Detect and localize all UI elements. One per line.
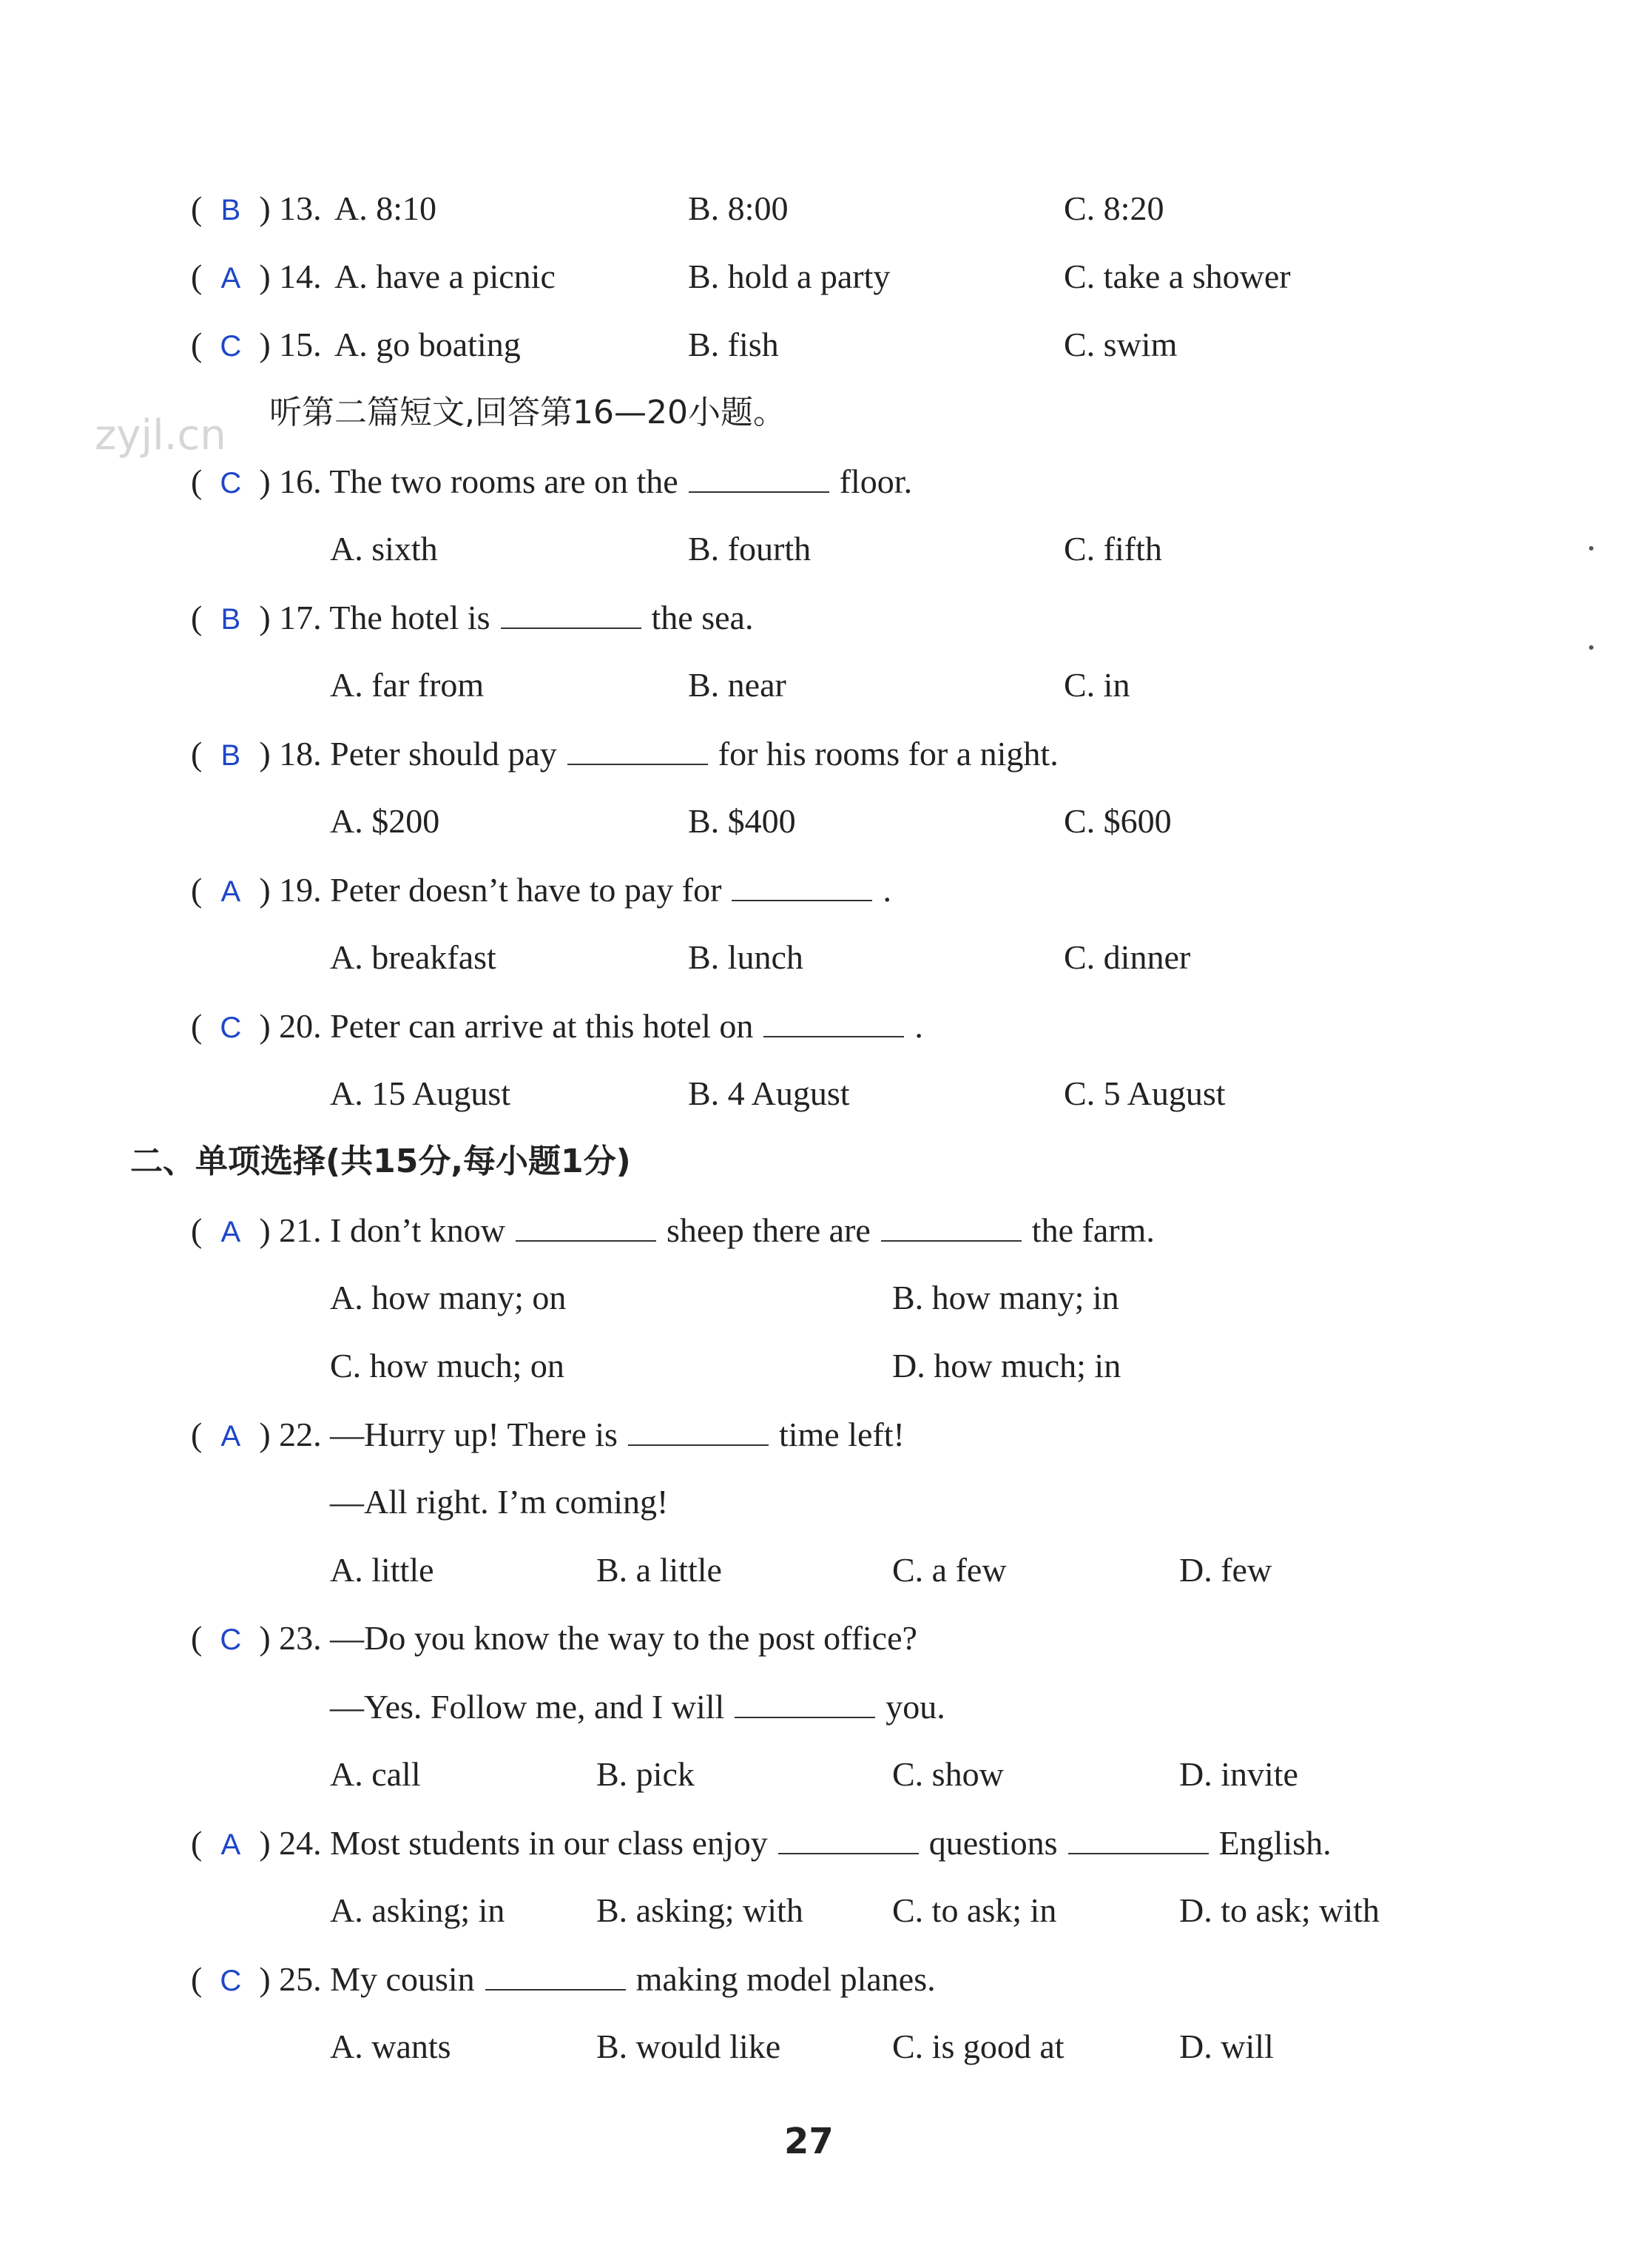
answer-mark: A [220, 1828, 241, 1861]
question-stem-end: floor. [839, 462, 913, 500]
answer-mark: C [220, 1623, 242, 1656]
option-d: D. few [1179, 1551, 1272, 1589]
answer-blank [1068, 1820, 1209, 1854]
answer-blank [881, 1208, 1022, 1242]
option-c: C. take a shower [1064, 258, 1291, 295]
answer-mark: B [220, 194, 241, 226]
option-a: A. 15 August [330, 1074, 511, 1112]
option-a: A. call [330, 1755, 421, 1793]
option-d: D. to ask; with [1179, 1891, 1380, 1929]
question-number: 17. [279, 599, 322, 636]
answer-blank [732, 867, 872, 901]
question-stem: Peter can arrive at this hotel on [330, 1007, 754, 1045]
question-stem-end: the sea. [651, 599, 754, 636]
question-number: 18. [279, 735, 322, 773]
option-c: C. 5 August [1064, 1074, 1226, 1112]
question-stem-end: time left! [778, 1416, 905, 1453]
option-c: C. to ask; in [892, 1891, 1057, 1929]
option-d: D. how much; in [892, 1347, 1121, 1384]
option-c: C. in [1064, 666, 1130, 704]
scan-speck [1589, 546, 1593, 551]
answer-blank [516, 1208, 656, 1242]
option-a: A. have a picnic [334, 258, 556, 295]
question-number: 19. [279, 871, 322, 909]
question-stem: —Do you know the way to the post office? [330, 1619, 917, 1657]
question-stem-end: English. [1218, 1824, 1332, 1862]
answer-mark: A [220, 875, 241, 908]
page-number: 27 [784, 2121, 834, 2162]
option-d: D. will [1179, 2028, 1274, 2065]
option-b: B. how many; in [892, 1279, 1119, 1316]
option-a: A. far from [330, 666, 485, 704]
answer-paren-14: ( A ) 14. [191, 255, 322, 300]
option-a: A. breakfast [330, 938, 496, 976]
option-b: B. lunch [688, 938, 803, 976]
answer-paren-20: ( C ) 20. Peter can arrive at this hotel on . [191, 1003, 923, 1050]
option-c: C. swim [1064, 326, 1178, 363]
question-number: 13. [279, 189, 322, 227]
option-a: A. $200 [330, 802, 440, 840]
answer-blank [778, 1820, 919, 1854]
question-stem-end: making model planes. [635, 1960, 936, 1998]
answer-blank [735, 1684, 875, 1718]
option-b: B. asking; with [596, 1891, 803, 1929]
option-c: C. is good at [892, 2028, 1065, 2065]
question-stem-end: for his rooms for a night. [718, 735, 1059, 773]
question-stem: Peter doesn’t have to pay for [330, 871, 722, 909]
question-stem: Peter should pay [330, 735, 557, 773]
answer-paren-25: ( C ) 25. My cousin making model planes. [191, 1956, 936, 2003]
option-b: B. hold a party [688, 258, 891, 295]
answer-blank [501, 595, 641, 629]
answer-paren-21: ( A ) 21. I don’t know sheep there are the farm. [191, 1208, 1155, 1254]
answer-paren-18: ( B ) 18. Peter should pay for his rooms for a night. [191, 731, 1059, 778]
answer-paren-19: ( A ) 19. Peter doesn’t have to pay for . [191, 867, 891, 914]
option-c: C. show [892, 1755, 1004, 1793]
option-b: B. would like [596, 2028, 781, 2065]
answer-paren-22: ( A ) 22. —Hurry up! There is time left! [191, 1412, 905, 1458]
answer-blank [689, 459, 829, 493]
answer-paren-23: ( C ) 23. —Do you know the way to the post office? [191, 1616, 917, 1662]
reply-text-end: you. [885, 1688, 945, 1726]
option-c: C. $600 [1064, 802, 1172, 840]
question-number: 14. [279, 258, 322, 295]
question-number: 22. [279, 1416, 322, 1453]
answer-blank [567, 731, 708, 765]
answer-paren-17: ( B ) 17. The hotel is the sea. [191, 595, 753, 642]
option-c: C. 8:20 [1064, 189, 1164, 227]
question-number: 21. [279, 1211, 322, 1249]
watermark: zyjl.cn [95, 411, 226, 460]
answer-mark: C [220, 1965, 242, 1997]
question-stem-end: . [914, 1007, 923, 1045]
question-number: 24. [279, 1824, 322, 1862]
scan-speck [1589, 645, 1593, 650]
option-a: A. 8:10 [334, 189, 436, 227]
answer-paren-24: ( A ) 24. Most students in our class enjoy questions English. [191, 1820, 1332, 1867]
option-b: B. fish [688, 326, 779, 363]
option-a: A. asking; in [330, 1891, 505, 1929]
option-b: B. 4 August [688, 1074, 850, 1112]
answer-mark: C [220, 1012, 242, 1044]
option-b: B. pick [596, 1755, 695, 1793]
question-number: 23. [279, 1619, 322, 1657]
answer-mark: A [220, 1216, 241, 1248]
option-a: A. wants [330, 2028, 451, 2065]
answer-blank [763, 1003, 904, 1037]
passage-instruction: 听第二篇短文,回答第16—20小题。 [269, 394, 786, 431]
option-b: B. fourth [688, 530, 812, 568]
option-a: A. little [330, 1551, 434, 1589]
option-b: B. 8:00 [688, 189, 789, 227]
answer-mark: C [220, 330, 242, 363]
option-b: B. near [688, 666, 786, 704]
option-a: A. how many; on [330, 1279, 567, 1316]
answer-mark: C [220, 467, 242, 499]
question-number: 16. [279, 462, 322, 500]
question-stem-mid: questions [928, 1824, 1058, 1862]
answer-paren-13: ( B ) 13. [191, 186, 322, 232]
answer-mark: A [220, 1420, 241, 1453]
option-a: A. go boating [334, 326, 521, 363]
question-stem: The two rooms are on the [329, 462, 678, 500]
question-stem: My cousin [330, 1960, 475, 1998]
option-a: A. sixth [330, 530, 438, 568]
reply-text: —Yes. Follow me, and I will [330, 1688, 725, 1726]
dialogue-reply [330, 1684, 945, 1729]
option-c: C. how much; on [330, 1347, 564, 1384]
question-stem: —Hurry up! There is [330, 1416, 618, 1453]
option-c: C. dinner [1064, 938, 1191, 976]
question-stem: I don’t know [330, 1211, 505, 1249]
option-d: D. invite [1179, 1755, 1298, 1793]
section-title: 二、单项选择(共15分,每小题1分) [130, 1143, 631, 1180]
option-c: C. fifth [1064, 530, 1162, 568]
answer-blank [628, 1412, 769, 1446]
answer-mark: A [220, 262, 241, 295]
option-b: B. $400 [688, 802, 796, 840]
option-c: C. a few [892, 1551, 1007, 1589]
question-stem-end: the farm. [1031, 1211, 1155, 1249]
question-stem-mid: sheep there are [666, 1211, 871, 1249]
answer-paren-15: ( C ) 15. [191, 323, 322, 369]
answer-blank [485, 1956, 626, 1991]
dialogue-reply: —All right. I’m coming! [330, 1483, 669, 1521]
question-stem-end: . [883, 871, 891, 909]
answer-mark: B [220, 739, 241, 772]
answer-paren-16: ( C ) 16. The two rooms are on the floor. [191, 459, 912, 505]
question-number: 20. [279, 1007, 322, 1045]
question-number: 15. [279, 326, 322, 363]
option-b: B. a little [596, 1551, 722, 1589]
question-stem: Most students in our class enjoy [330, 1824, 768, 1862]
answer-mark: B [220, 603, 241, 636]
question-stem: The hotel is [329, 599, 490, 636]
question-number: 25. [279, 1960, 322, 1998]
